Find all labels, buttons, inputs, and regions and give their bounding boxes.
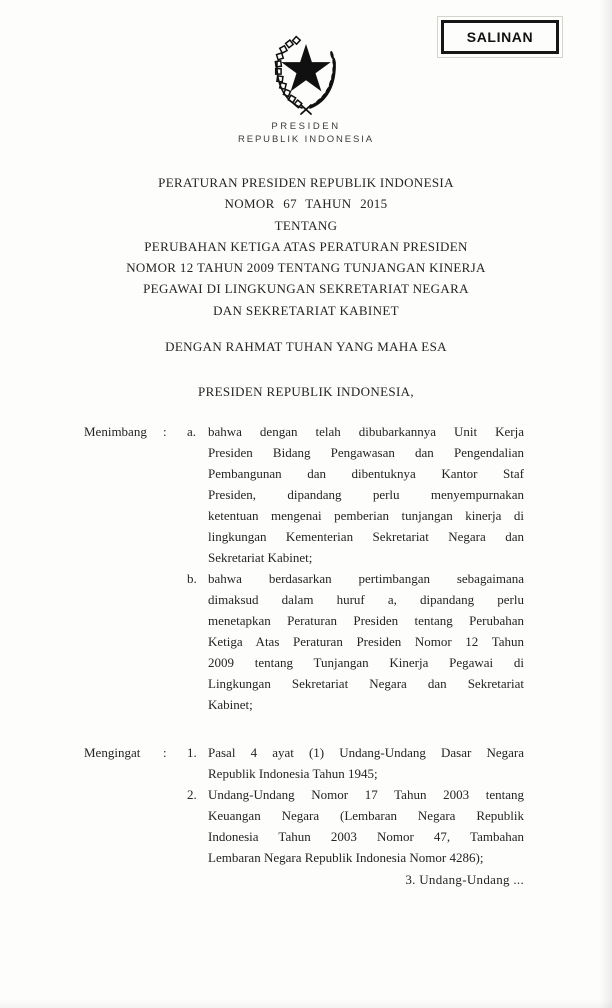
item-text — [208, 568, 524, 715]
considering-item-a — [84, 421, 524, 568]
colon-separator: : — [163, 745, 167, 760]
item-marker: 2. — [187, 787, 197, 802]
text-line: Indonesia Tahun 2003 Nomor 47, Tambahan — [208, 829, 524, 844]
text-line: Pembangunan dan dibentuknya Kantor Staf — [208, 466, 524, 481]
colon-separator: : — [163, 424, 167, 439]
text-line: Lingkungan Sekretariat Negara dan Sekretariat — [208, 676, 524, 691]
text-line: NOMOR 67 TAHUN 2015 — [224, 196, 388, 212]
text-line: Sekretariat Kabinet; — [208, 550, 313, 565]
item-text — [208, 421, 524, 568]
text-line: Republik Indonesia Tahun 1945; — [208, 766, 378, 781]
text-line: ketentuan mengenai pemberian tunjangan kinerja di — [208, 508, 524, 523]
considering-label: Menimbang — [84, 424, 147, 439]
item-marker: 1. — [187, 745, 197, 760]
letterhead-presiden: PRESIDEN — [271, 121, 341, 132]
catchword: 3. Undang-Undang ... — [405, 872, 524, 887]
text-line: bahwa berdasarkan pertimbangan sebagaimana — [208, 571, 524, 586]
salinan-stamp-label: SALINAN — [466, 29, 534, 45]
text-line: NOMOR 12 TAHUN 2009 TENTANG TUNJANGAN KINERJA — [126, 260, 486, 276]
text-line: PERUBAHAN KETIGA ATAS PERATURAN PRESIDEN — [144, 238, 468, 254]
salinan-stamp — [441, 20, 559, 54]
text-line: bahwa dengan telah dibubarkannya Unit Kerja — [208, 424, 524, 439]
text-line: TENTANG — [274, 217, 338, 233]
recalling-item-2 — [84, 784, 524, 868]
letterhead-republik-indonesia: REPUBLIK INDONESIA — [237, 134, 375, 145]
text-line: PERATURAN PRESIDEN REPUBLIK INDONESIA — [158, 175, 454, 190]
text-line: Lembaran Negara Republik Indonesia Nomor 4286); — [208, 850, 484, 865]
considering-section — [84, 421, 524, 715]
recalling-section — [84, 742, 524, 868]
text-line: PEGAWAI DI LINGKUNGAN SEKRETARIAT NEGARA — [143, 281, 469, 297]
invocation-line: DENGAN RAHMAT TUHAN YANG MAHA ESA — [165, 339, 447, 354]
item-text — [208, 742, 524, 784]
salutation-line: PRESIDEN REPUBLIK INDONESIA, — [198, 384, 414, 399]
recalling-item-1 — [84, 742, 524, 784]
text-line: menetapkan Peraturan Presiden tentang Perubahan — [208, 613, 524, 628]
text-line: Presiden, dipandang perlu menyempurnakan — [208, 487, 524, 502]
item-marker: a. — [187, 424, 197, 439]
regulation-title — [56, 172, 556, 321]
text-line: DAN SEKRETARIAT KABINET — [213, 302, 399, 318]
text-line: Pasal 4 ayat (1) Undang-Undang Dasar Negara — [208, 745, 524, 760]
text-line: Kabinet; — [208, 697, 253, 712]
text-line: Ketiga Atas Peraturan Presiden Nomor 12 Tahun — [208, 634, 524, 649]
text-line: dimaksud dalam huruf a, dipandang perlu — [208, 592, 524, 607]
presidential-emblem-icon — [262, 32, 350, 121]
document-body — [84, 421, 524, 890]
text-line: Presiden Bidang Pengawasan dan Pengendalian — [208, 445, 524, 460]
letterhead — [0, 121, 612, 145]
text-line: Keuangan Negara (Lembaran Negara Republik — [208, 808, 524, 823]
star-icon — [281, 44, 331, 91]
recalling-label: Mengingat — [84, 745, 141, 760]
item-marker: b. — [187, 571, 197, 586]
text-line: 2009 tentang Tunjangan Kinerja Pegawai di — [208, 655, 524, 670]
item-text — [208, 784, 524, 868]
considering-item-b — [84, 568, 524, 715]
text-line: Undang-Undang Nomor 17 Tahun 2003 tentang — [208, 787, 524, 802]
text-line: lingkungan Kementerian Sekretariat Negara dan — [208, 529, 524, 544]
